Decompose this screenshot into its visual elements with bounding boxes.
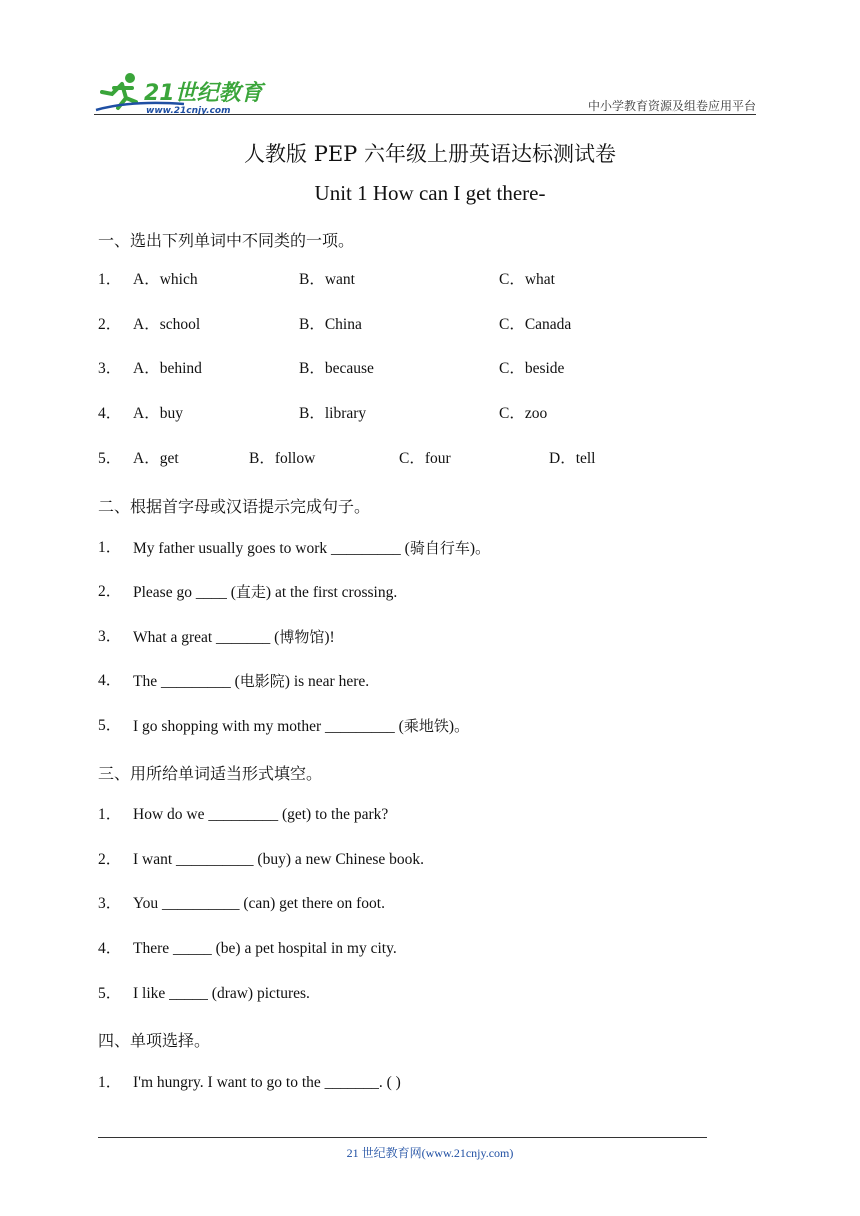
option-b: B．China <box>299 316 362 333</box>
question-number: 1． <box>98 806 122 823</box>
question-number: 2． <box>98 851 122 868</box>
header-platform-text: 中小学教育资源及组卷应用平台 <box>587 99 756 113</box>
option-c: C．four <box>399 450 451 467</box>
section-4-heading: 四、单项选择。 <box>98 1031 211 1050</box>
question-number: 2． <box>98 316 122 333</box>
option-b: B．want <box>299 271 355 288</box>
section-2-heading: 二、根据首字母或汉语提示完成句子。 <box>98 497 371 516</box>
question-number: 3． <box>98 628 122 645</box>
question-text: What a great _______ (博物馆)! <box>133 628 335 646</box>
question-text: I want __________ (buy) a new Chinese book. <box>133 851 425 868</box>
option-a: A．school <box>133 316 201 333</box>
option-b: B．follow <box>249 450 316 467</box>
question-text: I'm hungry. I want to go to the _______. ( ) <box>133 1074 401 1091</box>
option-c: C．zoo <box>499 405 548 422</box>
option-b: B．because <box>299 360 374 377</box>
option-a: A．buy <box>133 405 183 422</box>
option-d: D．tell <box>549 450 596 467</box>
question-text: I like _____ (draw) pictures. <box>133 985 310 1002</box>
question-number: 5． <box>98 985 122 1002</box>
question-number: 4． <box>98 405 122 422</box>
question-number: 5． <box>98 450 122 467</box>
option-c: C．what <box>499 271 555 288</box>
question-number: 1． <box>98 1074 122 1091</box>
footer-link[interactable]: 21 世纪教育网(www.21cnjy.com) <box>346 1146 514 1160</box>
question-text: You __________ (can) get there on foot. <box>133 895 385 912</box>
footer-divider <box>98 1137 707 1138</box>
option-a: A．get <box>133 450 179 467</box>
question-text: The _________ (电影院) is near here. <box>133 672 370 690</box>
option-a: A．behind <box>133 360 202 377</box>
question-number: 4． <box>98 940 122 957</box>
question-text: I go shopping with my mother _________ (乘地铁)。 <box>133 717 470 735</box>
question-number: 2． <box>98 583 122 600</box>
svg-text:www.21cnjy.com: www.21cnjy.com <box>146 106 231 116</box>
question-text: My father usually goes to work _________ (骑自行车)。 <box>133 539 491 557</box>
header-divider <box>94 114 756 115</box>
section-1-heading: 一、选出下列单词中不同类的一项。 <box>98 231 355 250</box>
question-text: There _____ (be) a pet hospital in my city. <box>133 940 397 957</box>
question-number: 3． <box>98 895 122 912</box>
page-subtitle: Unit 1 How can I get there- <box>314 181 546 205</box>
option-b: B．library <box>299 405 367 422</box>
runner-logo-icon <box>92 70 267 116</box>
question-number: 5． <box>98 717 122 734</box>
option-c: C．beside <box>499 360 565 377</box>
section-3-heading: 三、用所给单词适当形式填空。 <box>98 764 323 783</box>
logo <box>92 70 267 116</box>
question-number: 1． <box>98 539 122 556</box>
option-a: A．which <box>133 271 198 288</box>
question-number: 1． <box>98 271 122 288</box>
question-text: Please go ____ (直走) at the first crossing. <box>133 583 398 601</box>
page-title: 人教版 PEP 六年级上册英语达标测试卷 <box>244 142 616 166</box>
option-c: C．Canada <box>499 316 572 333</box>
svg-text:21世纪教育: 21世纪教育 <box>144 81 263 106</box>
question-number: 4． <box>98 672 122 689</box>
question-text: How do we _________ (get) to the park? <box>133 806 389 823</box>
question-number: 3． <box>98 360 122 377</box>
